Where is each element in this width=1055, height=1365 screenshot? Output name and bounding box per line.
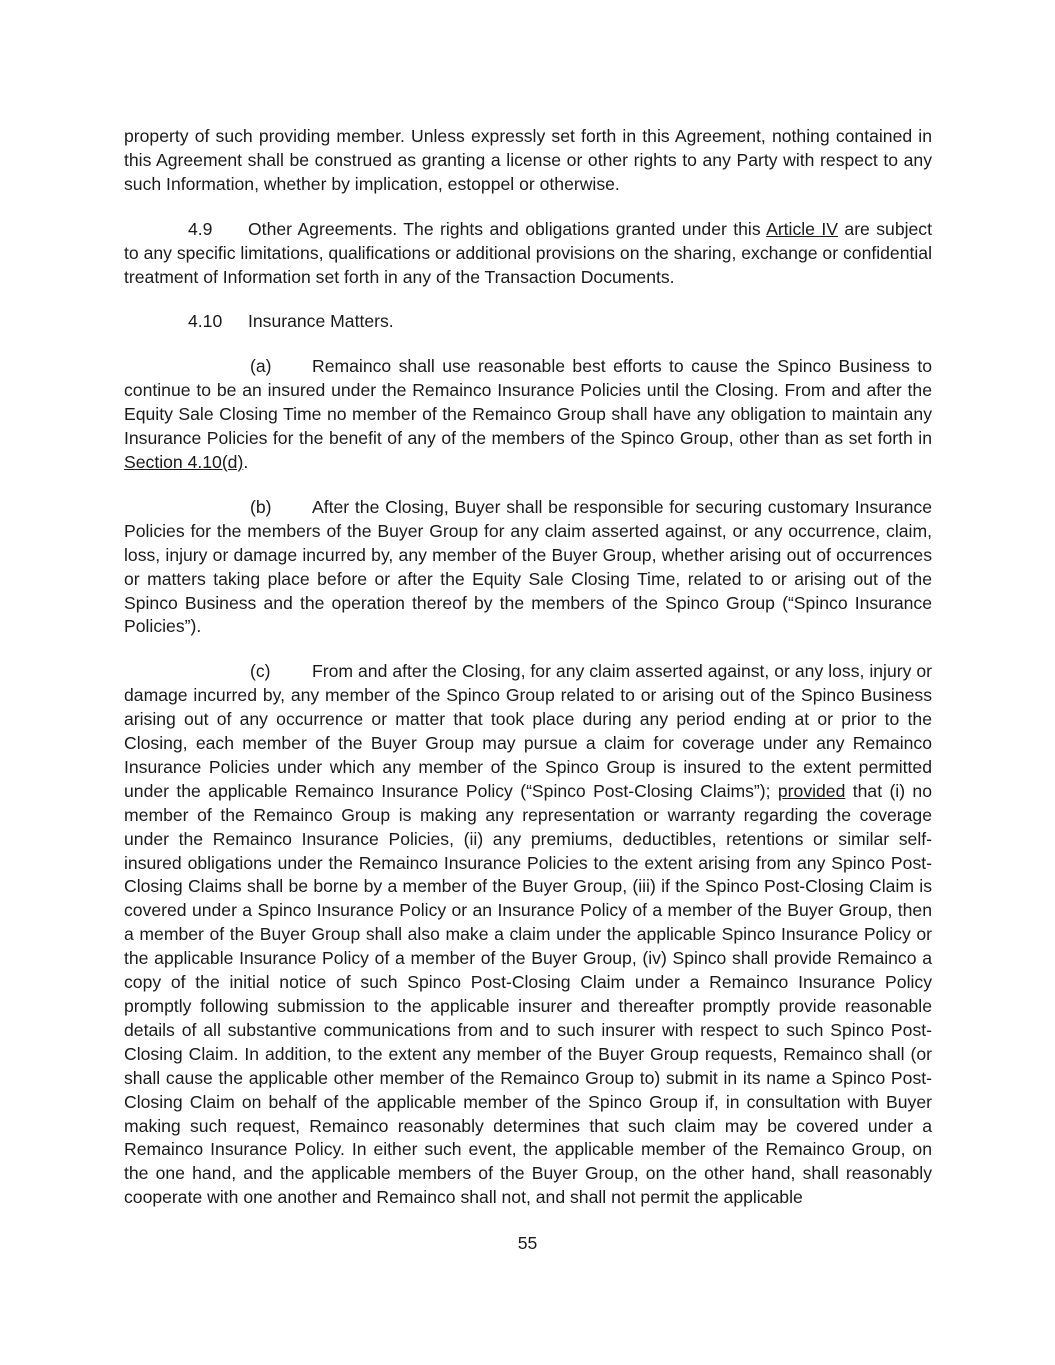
subsection-text: From and after the Closing, for any claim asserted against, or any loss, injury or damage incurred by, any member of the Spinco Group related to or arising out of the Spinco Business arising out of any occurrence or matter that took place during any period ending at or prior to the Closing, each member of the Buyer Group may pursue a claim for coverage under any Remainco Insurance Policies under which any member of the Spinco Group is insured to the extent permitted under the applicable Remainco Insurance Policy (“Spinco Post-Closing Claims”); — [124, 661, 932, 801]
section-number: 4.9 — [188, 218, 213, 239]
section-4-10 — [124, 310, 932, 334]
subsection-c — [124, 660, 932, 1210]
subsection-a — [124, 355, 932, 475]
paragraph-continuation — [124, 125, 932, 197]
subsection-b — [124, 496, 932, 639]
article-reference-link[interactable]: Article IV — [766, 218, 838, 239]
subsection-label: (c) — [250, 661, 271, 682]
subsection-text: Remainco shall use reasonable best efforts to cause the Spinco Business to continue to be an insured under the Remainco Insurance Policies until the Closing. From and after the Equity Sale Closing Time no member of the Remainco Group shall have any obligation to maintain any Insurance Policies for the benefit of any of the members of the Spinco Group, other than as set forth in — [124, 356, 932, 449]
section-4-9 — [124, 218, 932, 290]
subsection-text: that (i) no member of the Remainco Group is making any representation or warranty regarding the coverage under the Remainco Insurance Policies, (ii) any premiums, deductibles, retentions or similar self-insured obligations under the Remainco Insurance Policies to the extent arising from any Spinco Post-Closing Claims shall be borne by a member of the Buyer Group, (iii) if the Spinco Post-Closing Claim is covered under a Spinco Insurance Policy or an Insurance Policy of a member of the Buyer Group, then a member of the Buyer Group shall also make a claim under the applicable Spinco Insurance Policy or the applicable Insurance Policy of a member of the Buyer Group, (iv) Spinco shall provide Remainco a copy of the initial notice of such Spinco Post-Closing Claim under a Remainco Insurance Policy promptly following submission to the applicable insurer and thereafter promptly provide reasonable details of all substantive communications from and to such insurer with respect to such Spinco Post-Closing Claim. In addition, to the extent any member of the Buyer Group requests, Remainco shall (or shall cause the applicable other member of the Remainco Group to) submit in its name a Spinco Post-Closing Claim on behalf of the applicable member of the Spinco Group if, in consultation with Buyer making such request, Remainco reasonably determines that such claim may be covered under a Remainco Insurance Policy. In either such event, the applicable member of the Remainco Group, on the one hand, and the applicable members of the Buyer Group, on the other hand, shall reasonably cooperate with one another and Remainco shall not, and shall not permit the applicable — [124, 780, 932, 1208]
subsection-label: (a) — [250, 356, 272, 377]
section-text: are subject to any specific limitations, qualifications or additional provisions on the sharing, exchange or confidential treatment of Information set forth in any of the Transaction Documents. — [124, 218, 932, 287]
page-number: 55 — [517, 1233, 538, 1253]
paragraph-text: property of such providing member. Unless expressly set forth in this Agreement, nothing contained in this Agreement shall be construed as granting a license or other rights to any Party with respect to any such Information, whether by implication, estoppel or otherwise. — [124, 126, 932, 194]
section-heading: Insurance Matters. — [248, 311, 394, 332]
section-reference-link[interactable]: Section 4.10(d) — [124, 451, 244, 472]
subsection-text: After the Closing, Buyer shall be responsible for securing customary Insurance Policies for the members of the Buyer Group for any claim asserted against, or any occurrence, claim, loss, injury or damage incurred by, any member of the Buyer Group, whether arising out of occurrences or matters taking place before or after the Equity Sale Closing Time, related to or arising out of the Spinco Business and the operation thereof by the members of the Spinco Group (“Spinco Insurance Policies”). — [124, 496, 932, 637]
document-page — [124, 125, 932, 1210]
subsection-label: (b) — [250, 496, 272, 517]
provided-emphasis: provided — [777, 780, 846, 801]
section-text: The rights and obligations granted under this — [397, 218, 767, 239]
section-number: 4.10 — [188, 311, 223, 332]
subsection-text: . — [243, 451, 249, 472]
section-heading: Other Agreements. — [248, 218, 398, 239]
